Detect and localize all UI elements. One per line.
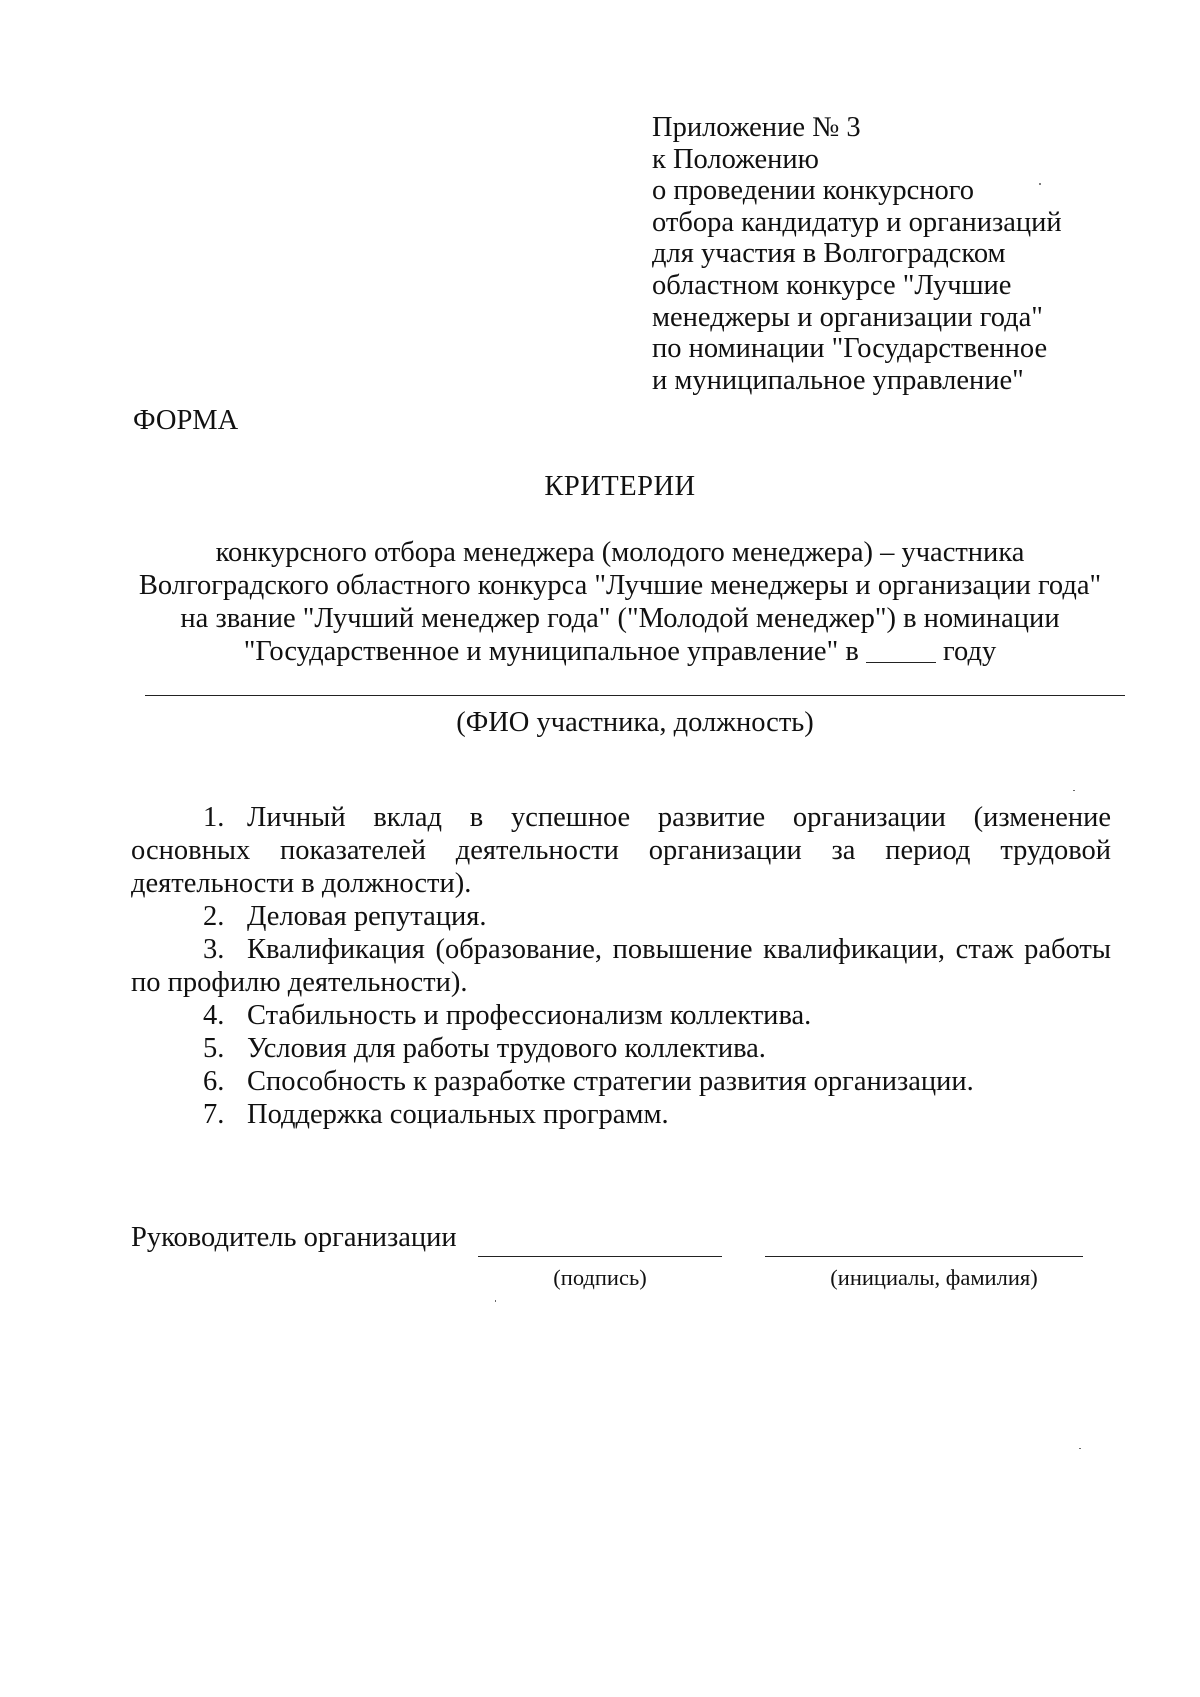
criteria-number: 6. [203,1066,225,1097]
criteria-text: Личный вклад в успешное развитие организации (изменение основных показателей деятельности организации за период трудовой деятельности в должности). [131,802,1111,899]
appendix-line: для участия в Волгоградском [652,238,1006,270]
criteria-text: Стабильность и профессионализм коллектива. [247,1000,812,1031]
appendix-line: о проведении конкурсного [652,175,974,207]
appendix-line: по номинации "Государственное [652,333,1048,365]
criteria-text: Условия для работы трудового коллектива. [247,1033,766,1064]
criteria-item [131,1032,1111,1065]
scan-speck [1079,1448,1081,1449]
signature-label: Руководитель организации [131,1222,457,1253]
criteria-number: 5. [203,1033,225,1064]
criteria-number: 4. [203,1000,225,1031]
subtitle-line-before-blank: "Государственное и муниципальное управление" в [243,636,859,667]
criteria-text: Деловая репутация. [247,901,487,932]
participant-name-blank-field[interactable] [145,695,1125,696]
participant-name-caption: (ФИО участника, должность) [456,707,814,738]
appendix-line: областном конкурсе "Лучшие [652,269,1012,301]
criteria-item [131,999,1111,1032]
signature-caption: (подпись) [553,1265,647,1290]
form-label: ФОРМА [133,405,239,436]
subtitle-line: на звание "Лучший менеджер года" ("Молодой менеджер") в номинации [180,603,1060,634]
subtitle-line: Волгоградского областного конкурса "Лучшие менеджеры и организации года" [138,570,1102,601]
criteria-item [131,1098,1111,1131]
scan-speck [1073,790,1075,791]
appendix-line: отбора кандидатур и организаций [652,206,1062,238]
scan-speck [1039,183,1041,185]
appendix-line: Приложение № 3 [652,112,861,143]
document-subtitle [100,536,1140,668]
subtitle-line: конкурсного отбора менеджера (молодого менеджера) – участника [215,537,1025,568]
signature-blank-field[interactable] [478,1256,722,1257]
document-title: КРИТЕРИИ [544,471,696,502]
criteria-text: Способность к разработке стратегии развития организации. [247,1066,974,1097]
appendix-reference [652,112,1122,396]
criteria-item [131,900,1111,933]
criteria-item [131,1065,1111,1098]
criteria-number: 3. [203,934,225,965]
criteria-number: 7. [203,1099,225,1130]
appendix-line: менеджеры и организации года" [652,301,1043,333]
criteria-item [131,933,1111,999]
appendix-line: и муниципальное управление" [652,364,1024,396]
scan-speck [495,1300,496,1302]
criteria-list [131,801,1111,1131]
initials-surname-blank-field[interactable] [765,1256,1083,1257]
year-blank-field[interactable] [866,642,936,663]
initials-surname-caption: (инициалы, фамилия) [830,1265,1038,1290]
criteria-text: Квалификация (образование, повышение квалификации, стаж работы по профилю деятельности). [131,934,1111,998]
criteria-number: 2. [203,901,225,932]
criteria-number: 1. [203,802,225,833]
appendix-line: к Положению [652,143,819,175]
subtitle-line-after-blank: году [943,636,997,667]
criteria-text: Поддержка социальных программ. [247,1099,669,1130]
subtitle-line-year [100,635,1140,668]
criteria-item [131,801,1111,900]
